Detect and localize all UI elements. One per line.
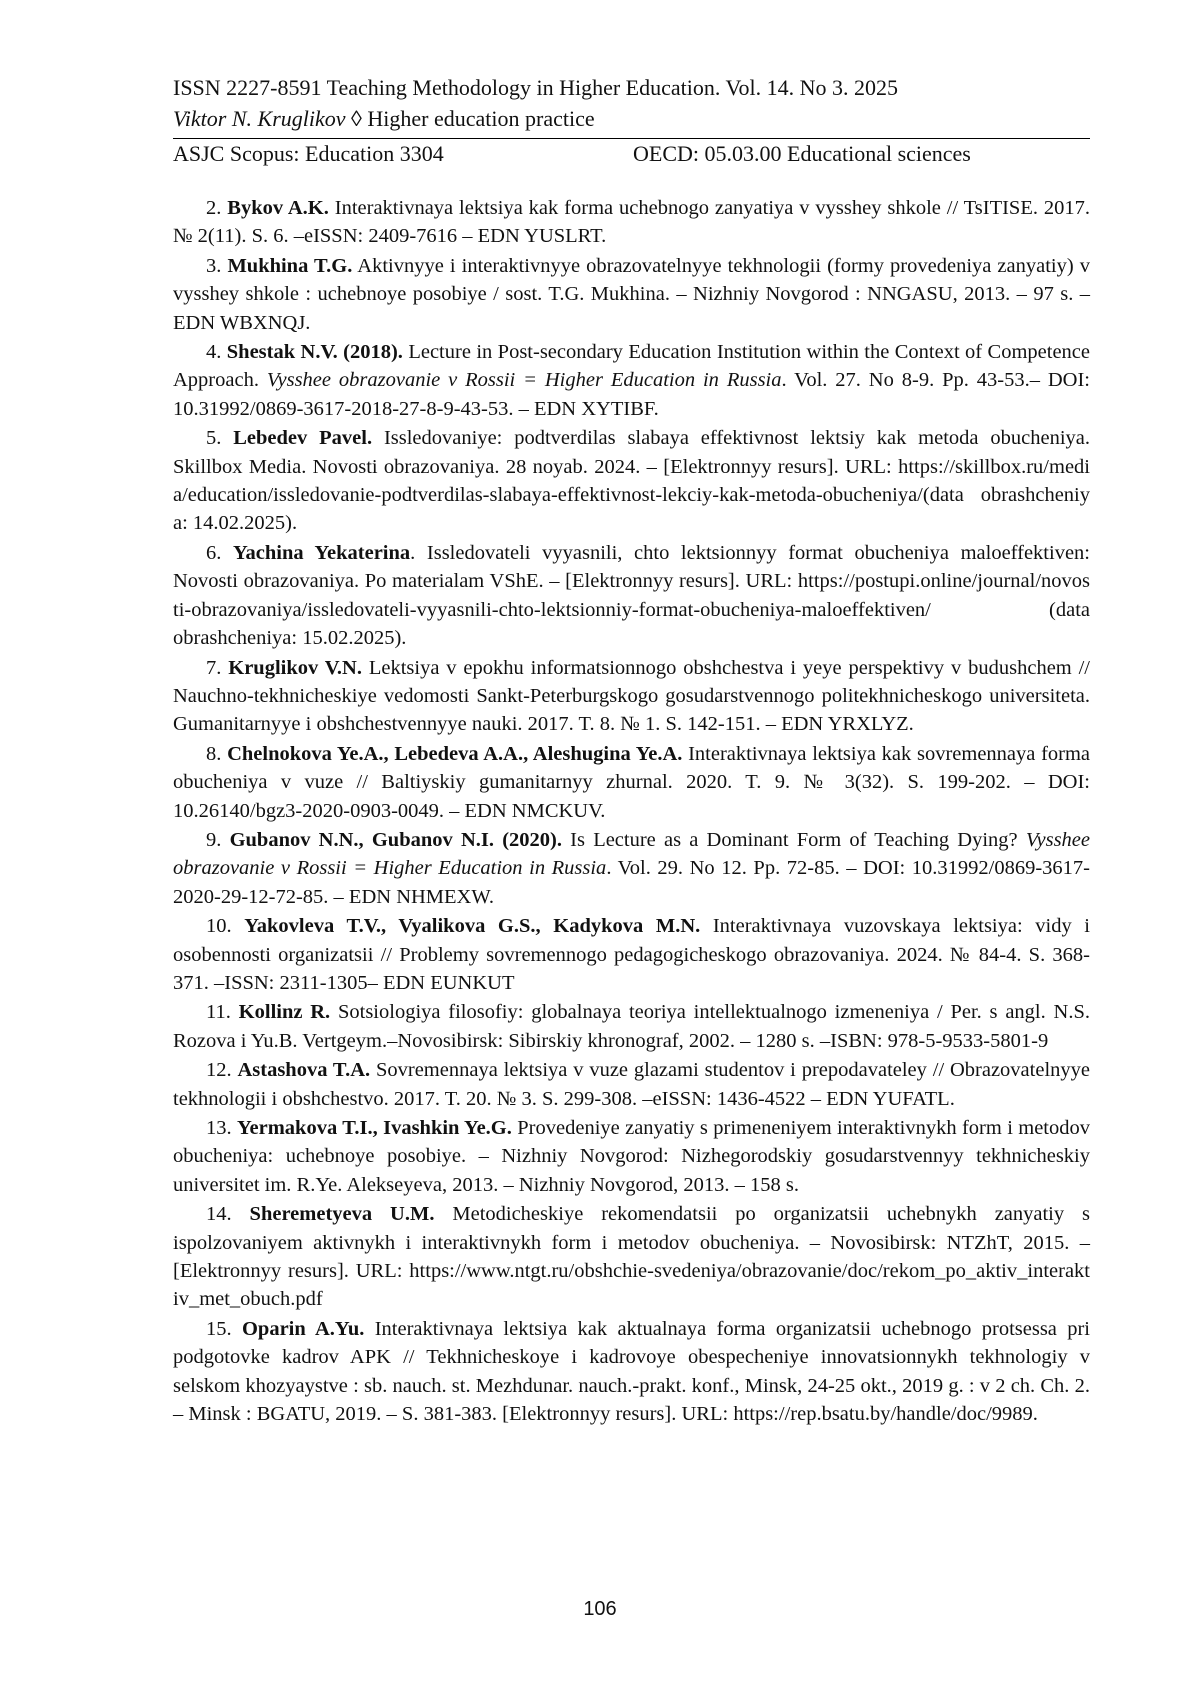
reference-item [173, 194, 1090, 251]
page-number: 106 [583, 1598, 617, 1620]
reference-item [173, 1315, 1090, 1429]
reference-text: . Issledovateli vyyasnili, chto lektsionnyy format obucheniya maloeffektiven: Novosti obrazovaniya. Po materialam VShE. – [Elektronnyy resurs]. URL: [173, 541, 1090, 593]
reference-number: 4. [206, 341, 222, 364]
reference-number: 15. [206, 1317, 232, 1340]
reference-number: 14. [206, 1203, 232, 1226]
reference-number: 8. [206, 742, 222, 765]
header-section: Higher education practice [367, 106, 595, 131]
reference-author: Bykov A.K. [227, 197, 329, 219]
reference-tail: . Vol. 29. No 12. Pp. 72-85. – DOI: 10.31992/0869-3617-2020-29-12-72-85. – EDN NHMEXW. [173, 857, 1091, 908]
reference-text: Provedeniye zanyatiy s primeneniyem interaktivnykh form i metodov obucheniya: uchebnoye posobiye. – Nizhniy Novgorod: Nizhegorodskiy gosudarstvennyy tekhnicheskiy universitet im. R.Ye. Alekseyeva, 2013. – Nizhniy Novgorod, 2013. – 158 s. [173, 1117, 1091, 1196]
reference-number: 9. [206, 828, 222, 851]
reference-author: Kruglikov V.N. [228, 656, 362, 679]
reference-text: Issledovaniye: podtverdilas slabaya effektivnost lektsiy kak metoda obucheniya. Skillbox Media. Novosti obrazovaniya. 28 noyab. 2024. – [Elektronnyy resurs]. URL: [173, 427, 1091, 478]
journal-line: ISSN 2227-8591 Teaching Methodology in Higher Education. Vol. 14. No 3. 2025 [173, 75, 899, 100]
reference-tail: . [1032, 1403, 1038, 1426]
reference-text: Interaktivnaya lektsiya kak aktualnaya forma organizatsii uchebnogo protsessa pri podgotovke kadrov APK // Tekhnicheskoye i kadrovoye obespecheniye innovatsionnykh tekhnologiy v selskom khozyaystve : sb. nauch. st. Mezhdunar. nauch.-prakt. konf., Minsk, 24-25 okt., 2019 g. : v 2 ch. Ch. 2. – Minsk : BGATU, 2019. – S. 381-383. [Elektronnyy resurs]. URL: [173, 1317, 1091, 1426]
reference-text: Sotsiologiya filosofiy: globalnaya teoriya intellektualnogo izmeneniya / Per. s angl. N.S. Rozova i Yu.B. Vertgeym.–Novosibirsk: Sibirskiy khronograf, 2002. – 1280 s. –ISBN: 978-5-9533-5801-9 [173, 1001, 1090, 1052]
reference-url[interactable]: https://skillbox.ru/media/education/issledovanie-podtverdilas-slabaya-effektivnost-lekciy-kak-metoda-obucheniya/(data obrashcheniya: 14.02.2025). [173, 455, 1090, 535]
reference-text: Interaktivnaya lektsiya kak forma uchebnogo zanyatiya v vysshey shkole // TsITISE. 2017. № 2(11). S. 6. –eISSN: 2409-7616 – EDN YUSLRT. [173, 197, 1090, 248]
reference-text: Lecture in Post-secondary Education Institution within the Context of Competence Approach. [173, 341, 1090, 392]
reference-number: 5. [206, 427, 222, 450]
reference-text: Interaktivnaya lektsiya kak sovremennaya forma obucheniya v vuze // Baltiyskiy gumanitarnyy zhurnal. 2020. T. 9. № 3(32). S. 199-202. – DOI: 10.26140/bgz3-2020-0903-0049. – EDN NMCKUV. [173, 742, 1091, 822]
reference-text: Metodicheskiye rekomendatsii po organizatsii uchebnykh zanyatiy s ispolzovaniyem aktivnykh i interaktivnykh form i metodov obucheniya. – Novosibirsk: NTZhT, 2015. – [Elektronnyy resurs]. URL: [173, 1203, 1091, 1283]
reference-number: 11. [206, 1001, 231, 1024]
reference-tail: (data obrashcheniya: 15.02.2025). [173, 598, 1090, 650]
reference-tail: . Vol. 27. No 8-9. Pp. 43-53.– DOI: 10.31992/0869-3617-2018-27-8-9-43-53. – EDN XYTIBF. [173, 369, 1090, 420]
author-line [173, 103, 1090, 134]
reference-item [173, 998, 1090, 1055]
reference-number: 3. [206, 254, 222, 277]
reference-author: Kollinz R. [238, 1001, 331, 1024]
reference-item [173, 1114, 1090, 1199]
header-author: Viktor N. Kruglikov [173, 106, 346, 131]
reference-author: Mukhina T.G. [227, 254, 353, 277]
reference-text: Interaktivnaya vuzovskaya lektsiya: vidy i osobennosti organizatsii // Problemy sovremennogo pedagogicheskogo obrazovaniya. 2024. № 84-4. S. 368-371. –ISSN: 2311-1305– EDN EUNKUT [173, 915, 1091, 994]
classification-row [173, 139, 1090, 169]
reference-number: 7. [206, 656, 222, 679]
reference-author: Yachina Yekaterina [233, 541, 411, 564]
oecd-code: OECD: 05.03.00 Educational sciences [633, 141, 971, 166]
reference-number: 12. [206, 1059, 232, 1082]
reference-number: 13. [206, 1117, 232, 1139]
reference-text: Sovremennaya lektsiya v vuze glazami studentov i prepodavateley // Obrazovatelnyye tekhnologii i obshchestvo. 2017. T. 20. № 3. S. 299-308. –eISSN: 1436-4522 – EDN YUFATL. [173, 1059, 1090, 1110]
asjc-code: ASJC Scopus: Education 3304 [173, 141, 444, 166]
reference-author: Yermakova T.I., Ivashkin Ye.G. [237, 1117, 512, 1139]
reference-url[interactable]: https://postupi.online/journal/novosti-obrazovaniya/issledovateli-vyyasnili-chto-lektsionniy-format-obucheniya-maloeffektiven/ [173, 570, 1090, 621]
reference-item [173, 912, 1090, 997]
reference-item [173, 1200, 1090, 1314]
reference-author: Gubanov N.N., Gubanov N.I. (2020). [229, 828, 562, 851]
reference-text: Aktivnyye i interaktivnyye obrazovatelnyye tekhnologii (formy provedeniya zanyatiy) v vysshey shkole : uchebnoye posobiye / sost. T.G. Mukhina. – Nizhniy Novgorod : NNGASU, 2013. – 97 s. – EDN WBXNQJ. [173, 254, 1090, 334]
reference-item [173, 1056, 1090, 1113]
reference-item [173, 424, 1090, 538]
reference-item [173, 539, 1090, 653]
reference-author: Lebedev Pavel. [233, 427, 373, 450]
reference-author: Yakovleva T.V., Vyalikova G.S., Kadykova M.N. [244, 915, 701, 938]
running-header [173, 72, 1090, 169]
reference-author: Sheremetyeva U.M. [249, 1203, 435, 1226]
reference-author: Shestak N.V. (2018). [226, 341, 403, 364]
reference-author: Oparin A.Yu. [241, 1317, 365, 1340]
reference-item [173, 740, 1090, 825]
reference-number: 2. [206, 197, 222, 219]
reference-journal: Vysshee obrazovanie v Rossii = Higher Education in Russia [266, 369, 782, 392]
reference-url[interactable]: https://rep.bsatu.by/handle/doc/9989 [733, 1403, 1033, 1426]
reference-item [173, 826, 1090, 911]
reference-author: Astashova T.A. [237, 1059, 371, 1082]
diamond-separator: ◊ [345, 106, 368, 131]
reference-item [173, 252, 1090, 337]
reference-text: Is Lecture as a Dominant Form of Teaching Dying? [561, 828, 1026, 851]
reference-text: Lektsiya v epokhu informatsionnogo obshchestva i yeye perspektivy v budushchem // Nauchno-tekhnicheskiye vedomosti Sankt-Peterburgskogo gosudarstvennogo politekhnicheskogo universiteta. Gumanitarnyye i obshchestvennyye nauki. 2017. T. 8. № 1. S. 142-151. – EDN YRXLYZ. [173, 656, 1091, 736]
reference-number: 6. [206, 541, 222, 564]
reference-item [173, 654, 1090, 739]
reference-number: 10. [206, 915, 232, 938]
reference-url[interactable]: https://www.ntgt.ru/obshchie-svedeniya/obrazovanie/doc/rekom_po_aktiv_interaktiv_met_obuch.pdf [173, 1260, 1090, 1311]
reference-author: Chelnokova Ye.A., Lebedeva A.A., Aleshugina Ye.A. [227, 742, 683, 765]
reference-journal: Vysshee obrazovanie v Rossii = Higher Education in Russia [173, 828, 1091, 880]
reference-item [173, 338, 1090, 423]
reference-list [173, 194, 1090, 1429]
